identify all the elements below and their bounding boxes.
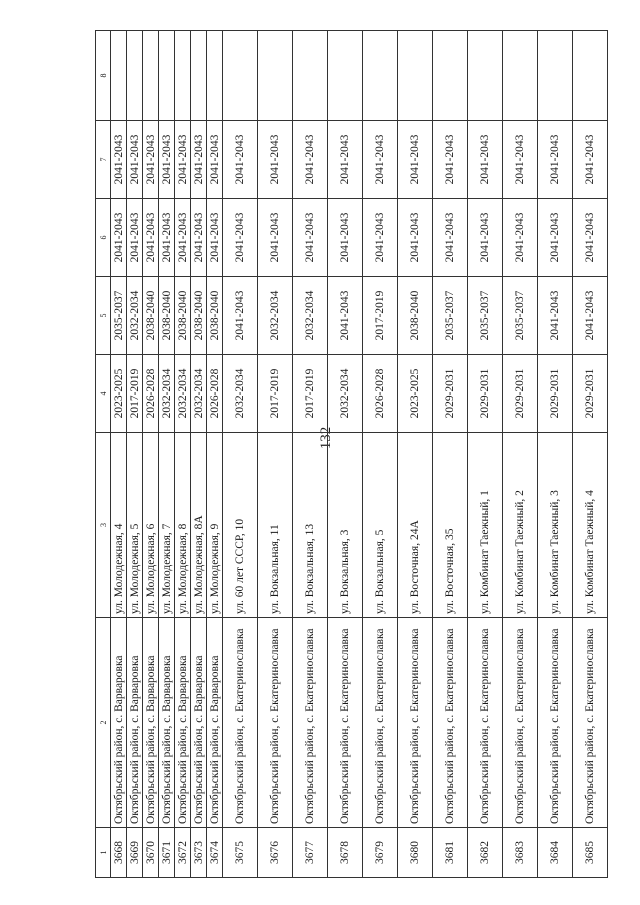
- address-cell: ул. Восточная, 24А: [398, 433, 433, 618]
- address-cell: ул. Молодежная, 6: [143, 433, 159, 618]
- note-cell: [207, 31, 223, 121]
- address-cell: ул. Вокзальная, 5: [363, 433, 398, 618]
- period-cell: 2041-2043: [433, 121, 468, 199]
- period-cell: 2023-2025: [398, 355, 433, 433]
- period-cell: 2041-2043: [398, 121, 433, 199]
- column-header: 6: [96, 199, 111, 277]
- district-cell: Октябрьский район, с. Варваровка: [111, 618, 127, 828]
- period-cell: 2041-2043: [191, 199, 207, 277]
- period-cell: 2038-2040: [175, 277, 191, 355]
- period-cell: 2041-2043: [127, 121, 143, 199]
- table-row: [538, 31, 573, 878]
- period-cell: 2041-2043: [398, 199, 433, 277]
- table-row: [433, 31, 468, 878]
- period-cell: 2032-2034: [159, 355, 175, 433]
- table-row: [293, 31, 328, 878]
- table-row: [363, 31, 398, 878]
- period-cell: 2038-2040: [191, 277, 207, 355]
- row-number-cell: 3674: [207, 828, 223, 878]
- table-row: [223, 31, 258, 878]
- period-cell: 2017-2019: [363, 277, 398, 355]
- note-cell: [503, 31, 538, 121]
- schedule-table: [95, 30, 608, 878]
- row-number-cell: 3681: [433, 828, 468, 878]
- period-cell: 2041-2043: [538, 277, 573, 355]
- row-number-cell: 3672: [175, 828, 191, 878]
- period-cell: 2032-2034: [223, 355, 258, 433]
- period-cell: 2032-2034: [328, 355, 363, 433]
- district-cell: Октябрьский район, с. Екатеринославка: [573, 618, 608, 828]
- period-cell: 2029-2031: [503, 355, 538, 433]
- period-cell: 2023-2025: [111, 355, 127, 433]
- period-cell: 2035-2037: [468, 277, 503, 355]
- period-cell: 2017-2019: [127, 355, 143, 433]
- period-cell: 2032-2034: [258, 277, 293, 355]
- period-cell: 2041-2043: [503, 199, 538, 277]
- district-cell: Октябрьский район, с. Екатеринославка: [293, 618, 328, 828]
- note-cell: [328, 31, 363, 121]
- period-cell: 2041-2043: [538, 199, 573, 277]
- row-number-cell: 3684: [538, 828, 573, 878]
- table-row: [258, 31, 293, 878]
- table-row: [159, 31, 175, 878]
- table-row: [468, 31, 503, 878]
- row-number-cell: 3671: [159, 828, 175, 878]
- period-cell: 2041-2043: [143, 121, 159, 199]
- note-cell: [143, 31, 159, 121]
- rotated-table-frame: [95, 31, 596, 878]
- row-number-cell: 3668: [111, 828, 127, 878]
- period-cell: 2032-2034: [127, 277, 143, 355]
- period-cell: 2041-2043: [175, 121, 191, 199]
- period-cell: 2041-2043: [111, 199, 127, 277]
- row-number-cell: 3679: [363, 828, 398, 878]
- period-cell: 2041-2043: [573, 121, 608, 199]
- row-number-cell: 3685: [573, 828, 608, 878]
- period-cell: 2035-2037: [111, 277, 127, 355]
- table-container: [95, 31, 596, 878]
- period-cell: 2041-2043: [159, 121, 175, 199]
- column-header: 2: [96, 618, 111, 828]
- period-cell: 2041-2043: [175, 199, 191, 277]
- district-cell: Октябрьский район, с. Варваровка: [127, 618, 143, 828]
- address-cell: ул. Комбинат Таежный, 1: [468, 433, 503, 618]
- column-header: 5: [96, 277, 111, 355]
- column-header: 7: [96, 121, 111, 199]
- period-cell: 2026-2028: [363, 355, 398, 433]
- table-row: [175, 31, 191, 878]
- period-cell: 2032-2034: [175, 355, 191, 433]
- address-cell: ул. Молодежная, 9: [207, 433, 223, 618]
- district-cell: Октябрьский район, с. Екатеринославка: [398, 618, 433, 828]
- period-cell: 2038-2040: [207, 277, 223, 355]
- district-cell: Октябрьский район, с. Екатеринославка: [503, 618, 538, 828]
- address-cell: ул. Восточная, 35: [433, 433, 468, 618]
- table-row: [328, 31, 363, 878]
- row-number-cell: 3670: [143, 828, 159, 878]
- district-cell: Октябрьский район, с. Варваровка: [191, 618, 207, 828]
- note-cell: [468, 31, 503, 121]
- period-cell: 2041-2043: [468, 199, 503, 277]
- period-cell: 2041-2043: [143, 199, 159, 277]
- period-cell: 2032-2034: [191, 355, 207, 433]
- address-cell: ул. Молодежная, 8: [175, 433, 191, 618]
- row-number-cell: 3682: [468, 828, 503, 878]
- address-cell: ул. Молодежная, 7: [159, 433, 175, 618]
- period-cell: 2035-2037: [503, 277, 538, 355]
- period-cell: 2041-2043: [207, 199, 223, 277]
- district-cell: Октябрьский район, с. Екатеринославка: [258, 618, 293, 828]
- period-cell: 2041-2043: [538, 121, 573, 199]
- note-cell: [538, 31, 573, 121]
- district-cell: Октябрьский район, с. Варваровка: [143, 618, 159, 828]
- period-cell: 2041-2043: [258, 199, 293, 277]
- period-cell: 2041-2043: [159, 199, 175, 277]
- address-cell: ул. Вокзальная, 13: [293, 433, 328, 618]
- column-header: 4: [96, 355, 111, 433]
- period-cell: 2017-2019: [293, 355, 328, 433]
- address-cell: ул. Молодежная, 8А: [191, 433, 207, 618]
- period-cell: 2041-2043: [191, 121, 207, 199]
- row-number-cell: 3683: [503, 828, 538, 878]
- row-number-cell: 3673: [191, 828, 207, 878]
- period-cell: 2041-2043: [363, 199, 398, 277]
- table-row: [398, 31, 433, 878]
- period-cell: 2041-2043: [328, 199, 363, 277]
- address-cell: ул. Молодежная, 5: [127, 433, 143, 618]
- note-cell: [191, 31, 207, 121]
- address-cell: ул. Комбинат Таежный, 3: [538, 433, 573, 618]
- row-number-cell: 3675: [223, 828, 258, 878]
- period-cell: 2029-2031: [468, 355, 503, 433]
- period-cell: 2041-2043: [363, 121, 398, 199]
- row-number-cell: 3680: [398, 828, 433, 878]
- period-cell: 2041-2043: [223, 121, 258, 199]
- district-cell: Октябрьский район, с. Варваровка: [207, 618, 223, 828]
- address-cell: ул. Вокзальная, 3: [328, 433, 363, 618]
- period-cell: 2017-2019: [258, 355, 293, 433]
- period-cell: 2041-2043: [433, 199, 468, 277]
- period-cell: 2041-2043: [573, 199, 608, 277]
- note-cell: [573, 31, 608, 121]
- column-header: 1: [96, 828, 111, 878]
- note-cell: [398, 31, 433, 121]
- period-cell: 2041-2043: [258, 121, 293, 199]
- table-body: [111, 31, 608, 878]
- table-row: [127, 31, 143, 878]
- row-number-cell: 3669: [127, 828, 143, 878]
- period-cell: 2038-2040: [143, 277, 159, 355]
- note-cell: [258, 31, 293, 121]
- period-cell: 2041-2043: [503, 121, 538, 199]
- column-number-header-row: [96, 31, 111, 878]
- period-cell: 2029-2031: [433, 355, 468, 433]
- address-cell: ул. 60 лет СССР, 10: [223, 433, 258, 618]
- note-cell: [111, 31, 127, 121]
- table-row: [143, 31, 159, 878]
- period-cell: 2041-2043: [111, 121, 127, 199]
- period-cell: 2026-2028: [143, 355, 159, 433]
- period-cell: 2041-2043: [223, 199, 258, 277]
- note-cell: [223, 31, 258, 121]
- note-cell: [363, 31, 398, 121]
- period-cell: 2035-2037: [433, 277, 468, 355]
- row-number-cell: 3677: [293, 828, 328, 878]
- table-row: [573, 31, 608, 878]
- address-cell: ул. Комбинат Таежный, 2: [503, 433, 538, 618]
- district-cell: Октябрьский район, с. Екатеринославка: [538, 618, 573, 828]
- note-cell: [175, 31, 191, 121]
- district-cell: Октябрьский район, с. Екатеринославка: [468, 618, 503, 828]
- district-cell: Октябрьский район, с. Варваровка: [175, 618, 191, 828]
- period-cell: 2041-2043: [468, 121, 503, 199]
- period-cell: 2041-2043: [293, 199, 328, 277]
- table-row: [207, 31, 223, 878]
- table-row: [503, 31, 538, 878]
- period-cell: 2026-2028: [207, 355, 223, 433]
- note-cell: [159, 31, 175, 121]
- note-cell: [293, 31, 328, 121]
- district-cell: Октябрьский район, с. Екатеринославка: [363, 618, 398, 828]
- row-number-cell: 3676: [258, 828, 293, 878]
- period-cell: 2041-2043: [223, 277, 258, 355]
- period-cell: 2041-2043: [328, 121, 363, 199]
- period-cell: 2032-2034: [293, 277, 328, 355]
- period-cell: 2041-2043: [328, 277, 363, 355]
- note-cell: [127, 31, 143, 121]
- address-cell: ул. Вокзальная, 11: [258, 433, 293, 618]
- page-number: 132: [317, 426, 334, 450]
- district-cell: Октябрьский район, с. Екатеринославка: [223, 618, 258, 828]
- table-row: [111, 31, 127, 878]
- period-cell: 2041-2043: [293, 121, 328, 199]
- period-cell: 2041-2043: [573, 277, 608, 355]
- table-row: [191, 31, 207, 878]
- period-cell: 2038-2040: [398, 277, 433, 355]
- note-cell: [433, 31, 468, 121]
- period-cell: 2029-2031: [573, 355, 608, 433]
- column-header: 3: [96, 433, 111, 618]
- address-cell: ул. Комбинат Таежный, 4: [573, 433, 608, 618]
- period-cell: 2029-2031: [538, 355, 573, 433]
- address-cell: ул. Молодежная, 4: [111, 433, 127, 618]
- column-header: 8: [96, 31, 111, 121]
- district-cell: Октябрьский район, с. Екатеринославка: [328, 618, 363, 828]
- period-cell: 2041-2043: [207, 121, 223, 199]
- period-cell: 2041-2043: [127, 199, 143, 277]
- period-cell: 2038-2040: [159, 277, 175, 355]
- row-number-cell: 3678: [328, 828, 363, 878]
- district-cell: Октябрьский район, с. Екатеринославка: [433, 618, 468, 828]
- district-cell: Октябрьский район, с. Варваровка: [159, 618, 175, 828]
